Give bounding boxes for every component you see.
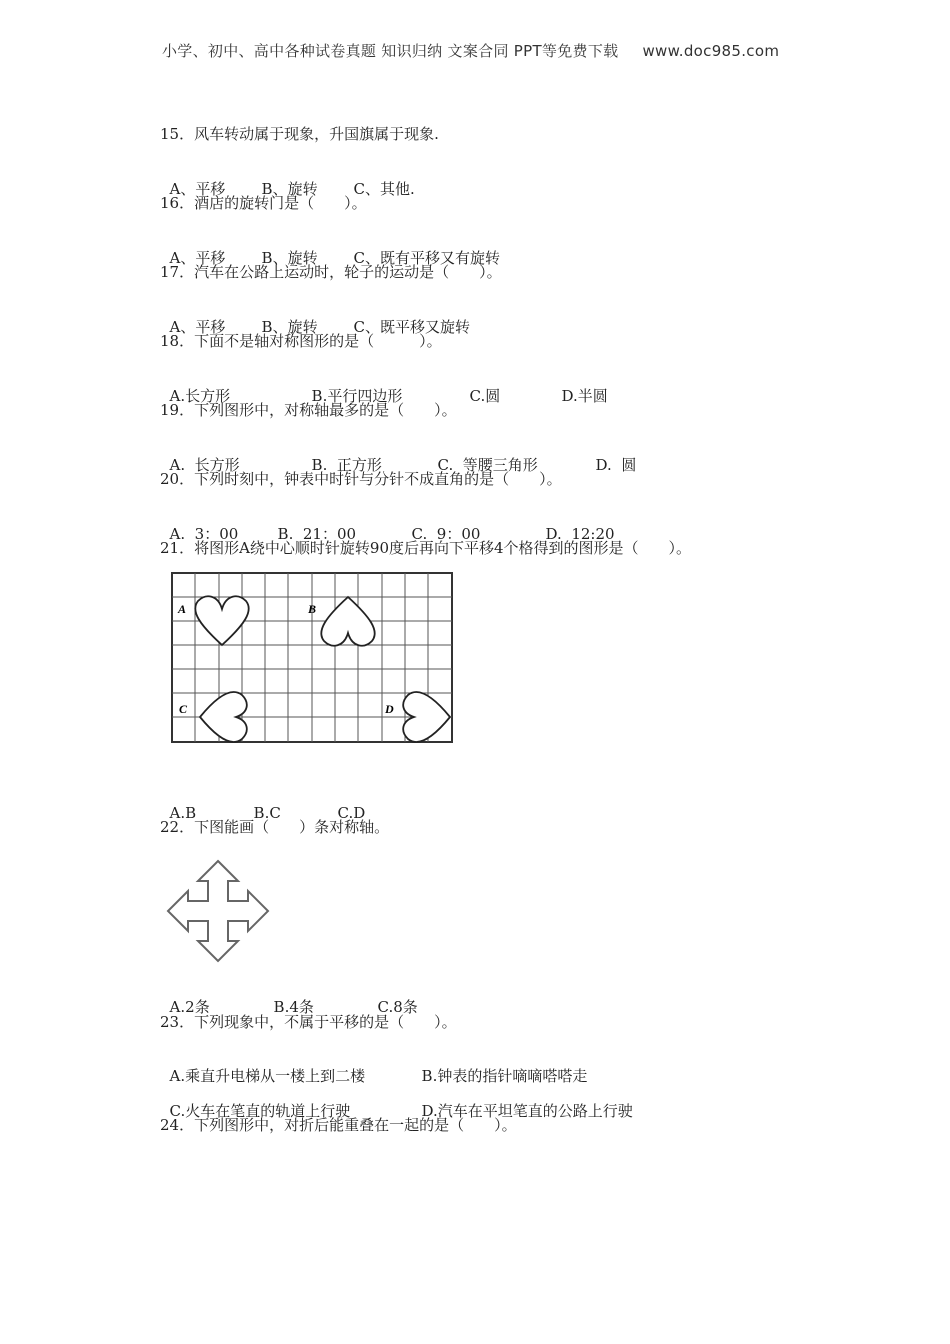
heart-shape-b	[321, 597, 374, 646]
q23-stem: 23．下列现象中，不属于平移的是（ ）。	[160, 1013, 457, 1031]
q17-stem: 17．汽车在公路上运动时，轮子的运动是（ ）。	[160, 263, 502, 281]
option: C、既有平移又有旋转	[353, 249, 501, 267]
option: B、旋转	[261, 180, 318, 198]
q20-stem: 20．下列时刻中，钟表中时针与分针不成直角的是（ ）。	[160, 470, 562, 488]
option: A.乘直升电梯从一楼上到二楼	[169, 1067, 366, 1085]
option: C.火车在笔直的轨道上行驶	[169, 1102, 351, 1120]
option: A、平移	[169, 180, 226, 198]
option: A.长方形	[169, 387, 231, 405]
grid-label-b: B	[308, 602, 317, 616]
q22-options	[160, 977, 418, 1017]
option: B.平行四边形	[311, 387, 403, 405]
heart-grid-figure	[170, 571, 454, 745]
option: A.B	[169, 804, 197, 822]
q19-stem: 19．下列图形中，对称轴最多的是（ ）。	[160, 401, 457, 419]
option: B. 正方形	[311, 456, 382, 474]
option: C、其他.	[353, 180, 415, 198]
option: C. 9：00	[411, 525, 481, 543]
grid-label-a: A	[178, 602, 187, 616]
q18-stem: 18．下面不是轴对称图形的是（ ）。	[160, 332, 442, 350]
q21-stem: 21．将图形A绕中心顺时针旋转90度后再向下平移4个格得到的图形是（ ）。	[160, 539, 692, 557]
q23-options-row1	[160, 1046, 587, 1086]
header-site: www.doc985.com	[642, 42, 780, 60]
option: D.半圆	[561, 387, 608, 405]
option: D. 圆	[595, 456, 637, 474]
option: C、既平移又旋转	[353, 318, 471, 336]
grid-label-d: D	[385, 702, 394, 716]
option: B.C	[253, 804, 281, 822]
header-text: 小学、初中、高中各种试卷真题 知识归纳 文案合同 PPT等免费下载	[162, 42, 619, 60]
option: B.钟表的指针嘀嘀嗒嗒走	[421, 1067, 588, 1085]
option: A.2条	[169, 998, 210, 1016]
option: A. 3：00	[169, 525, 239, 543]
option: D. 12:20	[545, 525, 615, 543]
q16-stem: 16．酒店的旋转门是（ ）。	[160, 194, 367, 212]
option: D.汽车在平坦笔直的公路上行驶	[421, 1102, 633, 1120]
q22-stem: 22．下图能画（ ）条对称轴。	[160, 818, 390, 836]
heart-shape-a	[195, 596, 248, 645]
grid-label-c: C	[179, 702, 188, 716]
option: A. 长方形	[169, 456, 240, 474]
option: A、平移	[169, 249, 226, 267]
option: B、旋转	[261, 318, 318, 336]
cross-arrow-shape	[168, 861, 268, 961]
option: C.8条	[377, 998, 418, 1016]
q24-stem: 24．下列图形中，对折后能重叠在一起的是（ ）。	[160, 1116, 517, 1134]
option: C.圆	[469, 387, 501, 405]
option: B.4条	[273, 998, 314, 1016]
option: C. 等腰三角形	[437, 456, 538, 474]
option: C.D	[337, 804, 366, 822]
q15-stem: 15．风车转动属于现象，升国旗属于现象.	[160, 125, 439, 143]
cross-arrow-figure	[165, 858, 271, 964]
option: B、旋转	[261, 249, 318, 267]
page-header	[162, 40, 779, 61]
option: B. 21：00	[277, 525, 357, 543]
option: A、平移	[169, 318, 226, 336]
